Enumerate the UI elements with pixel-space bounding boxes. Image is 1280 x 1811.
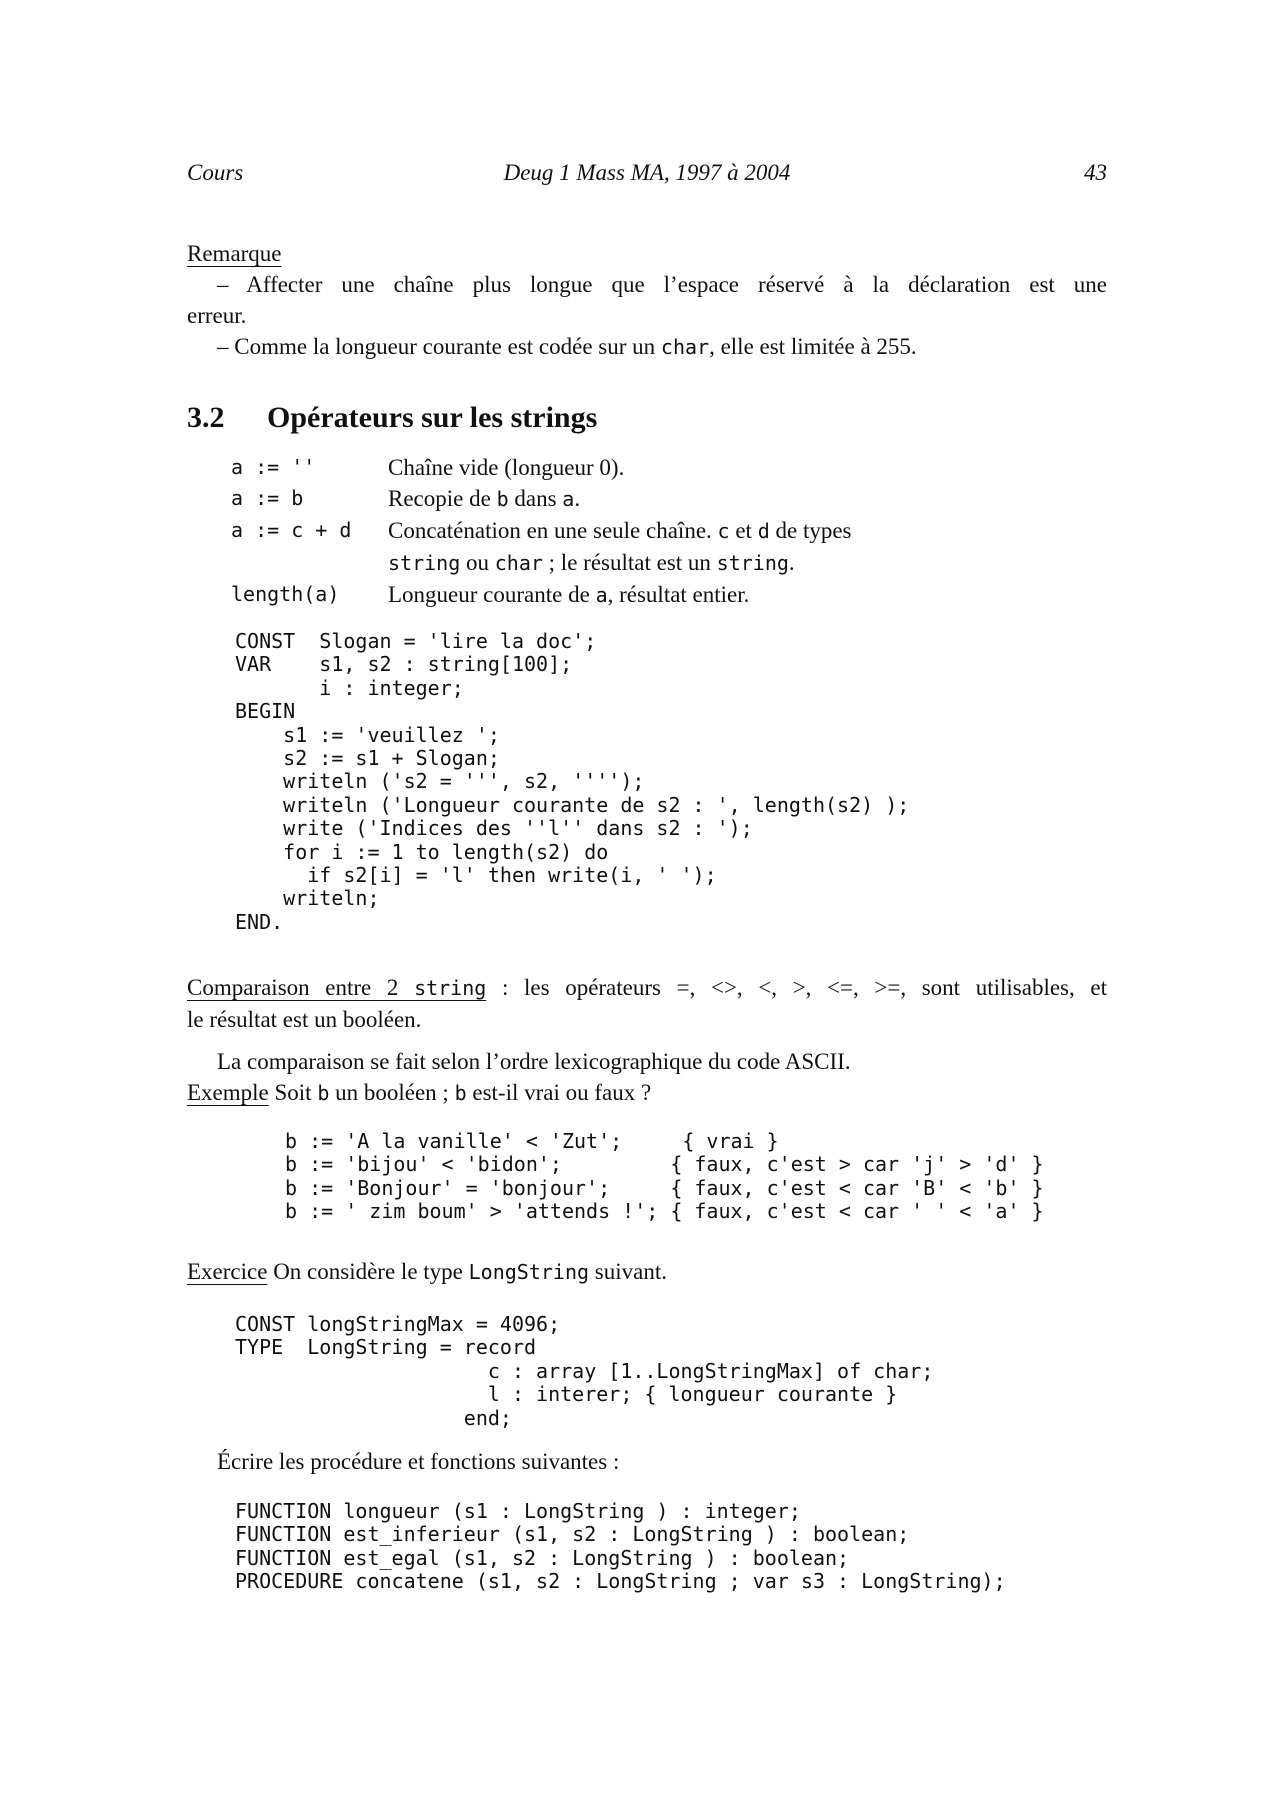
remarque-line-2-text: – Comme la longueur courante est codée sur un	[217, 334, 661, 359]
remarque-line-1: – Affecter une chaîne plus longue que l’espace réservé à la déclaration est une	[217, 272, 1107, 297]
header-center: Deug 1 Mass MA, 1997 à 2004	[503, 160, 791, 185]
code-listing-1: CONST Slogan = 'lire la doc'; VAR s1, s2 : string[100]; i : integer; BEGIN s1 := 'veuillez '; s2 := s1 + Slogan; writeln ('s2 = ''', s2, ''''); writeln ('Longueur courante de s2 : ', length(s2) ); write ('Indices des ''l'' dans s2 : '); for i := 1 to length(s2) do if s2[i] = 'l' then write(i, ' '); writeln; END.	[235, 629, 910, 934]
code-listing-2: b := 'A la vanille' < 'Zut'; { vrai } b := 'bijou' < 'bidon'; { faux, c'est > car 'j' > 'd' } b := 'Bonjour' = 'bonjour'; { faux, c'est < car 'B' < 'b' } b := ' zim boum' > 'attends !'; { faux, c'est < car ' ' < 'a' }	[285, 1129, 1044, 1224]
remarque-line-2	[187, 331, 1107, 363]
remarque-line-2-end: , elle est limitée à 255.	[709, 334, 917, 359]
comparaison-block	[187, 972, 1107, 1109]
code-listing-3: CONST longStringMax = 4096; TYPE LongString = record c : array [1..LongStringMax] of char; l : interer; { longueur courante } end;	[235, 1312, 934, 1430]
header-left: Cours	[187, 160, 244, 185]
code-listing-4: FUNCTION longueur (s1 : LongString ) : integer; FUNCTION est_inferieur (s1, s2 : LongString ) : boolean; FUNCTION est_egal (s1, s2 : LongString ) : boolean; PROCEDURE concatene (s1, s2 : LongString ; var s3 : LongString);	[235, 1499, 1006, 1594]
remarque-line-1-end: erreur.	[187, 303, 247, 328]
operator-row	[231, 483, 852, 515]
exemple-line: Exemple Soit b un booléen ; b est-il vrai ou faux ?	[187, 1080, 652, 1105]
comparaison-line-2: le résultat est un booléen.	[187, 1007, 422, 1032]
operator-desc: Longueur courante de a, résultat entier.	[388, 582, 750, 607]
operator-code: a := ''	[231, 455, 316, 479]
remarque-line-2-code: char	[660, 335, 710, 359]
operator-desc: string ou char ; le résultat est un string.	[388, 550, 795, 575]
operator-code: a := b	[231, 486, 304, 510]
operator-desc: Chaîne vide (longueur 0).	[388, 455, 625, 480]
exercice-line: Exercice On considère le type LongString suivant.	[187, 1259, 667, 1284]
operator-code: a := c + d	[231, 518, 352, 542]
exemple-title: Exemple	[187, 1080, 269, 1105]
running-header	[187, 157, 1107, 188]
exercice-title: Exercice	[187, 1259, 268, 1284]
remarque-title: Remarque	[187, 241, 282, 266]
remarque-block	[187, 238, 1107, 363]
section-heading	[187, 402, 597, 433]
operator-row	[231, 452, 852, 483]
page-number: 43	[1084, 160, 1107, 185]
operator-row-continued	[231, 547, 852, 579]
operator-row	[231, 579, 852, 611]
comparaison-note: La comparaison se fait selon l’ordre lexicographique du code ASCII.	[217, 1049, 851, 1074]
section-title: Opérateurs sur les strings	[267, 401, 598, 434]
operator-desc: Recopie de b dans a.	[388, 486, 581, 511]
ecrire-line: Écrire les procédure et fonctions suivantes :	[217, 1449, 620, 1474]
comparaison-title: Comparaison entre 2 string	[187, 975, 487, 1000]
operator-code: length(a)	[231, 582, 340, 606]
operator-desc: Concaténation en une seule chaîne. c et d de types	[388, 518, 852, 543]
operator-row	[231, 515, 852, 547]
operators-table	[231, 452, 852, 611]
section-number: 3.2	[187, 401, 225, 434]
comparaison-line-1: Comparaison entre 2 string : les opérateurs =, <>, <, >, <=, >=, sont utilisables, et	[187, 975, 1107, 1000]
